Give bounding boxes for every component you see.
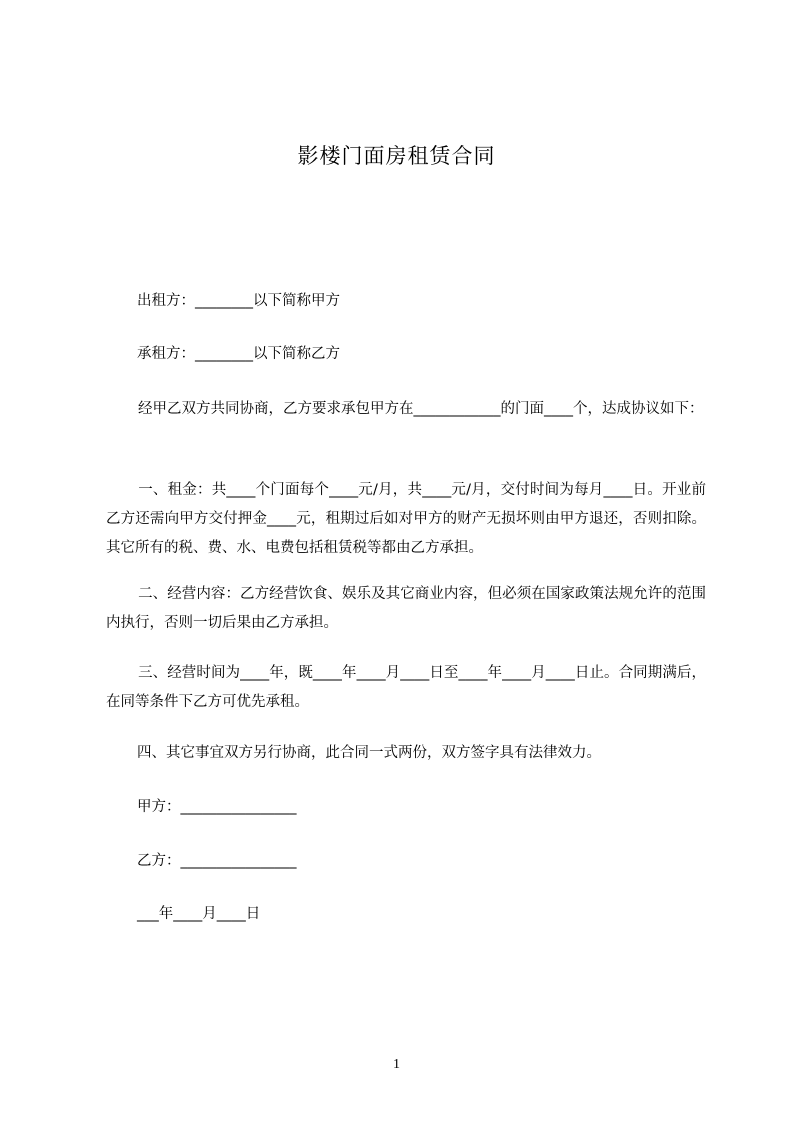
- document-title: 影楼门面房租赁合同: [297, 144, 496, 168]
- intro-text: 经甲乙双方共同协商，乙方要求承包甲方在____________的门面____个，达成协议如下：: [138, 401, 704, 417]
- clause-2-text: 二、经营内容：乙方经营饮食、娱乐及其它商业内容，但必须在国家政策法规允许的范围内执行，否则一切后果由乙方承担。: [106, 586, 706, 631]
- intro-paragraph: [106, 395, 706, 424]
- clause-3-term: [106, 659, 706, 717]
- clause-1-text: 一、租金：共____个门面每个____元/月，共____元/月，交付时间为每月____日。开业前乙方还需向甲方交付押金____元，租期过后如对甲方的财产无损坏则由甲方退还，否则扣除。其它所有的税、费、水、电费包括租赁税等都由乙方承担。: [106, 482, 706, 556]
- party-b-signature-line: 乙方：________________: [137, 853, 297, 869]
- page-number: 1: [393, 1057, 400, 1072]
- lessor-line: 出租方：________以下简称甲方: [137, 293, 340, 309]
- clause-3-text: 三、经营时间为____年，既____年____月____日至____年____月____日止。合同期满后，在同等条件下乙方可优先承租。: [106, 665, 706, 710]
- clause-2-business-content: [106, 580, 706, 638]
- date-line: ___年____月____日: [137, 906, 261, 922]
- clause-1-rent: [106, 476, 706, 563]
- party-a-signature-line: 甲方：________________: [137, 799, 297, 815]
- clause-4-other-matters: 四、其它事宜双方另行协商，此合同一式两份，双方签字具有法律效力。: [137, 745, 601, 761]
- lessee-line: 承租方：________以下简称乙方: [137, 346, 340, 362]
